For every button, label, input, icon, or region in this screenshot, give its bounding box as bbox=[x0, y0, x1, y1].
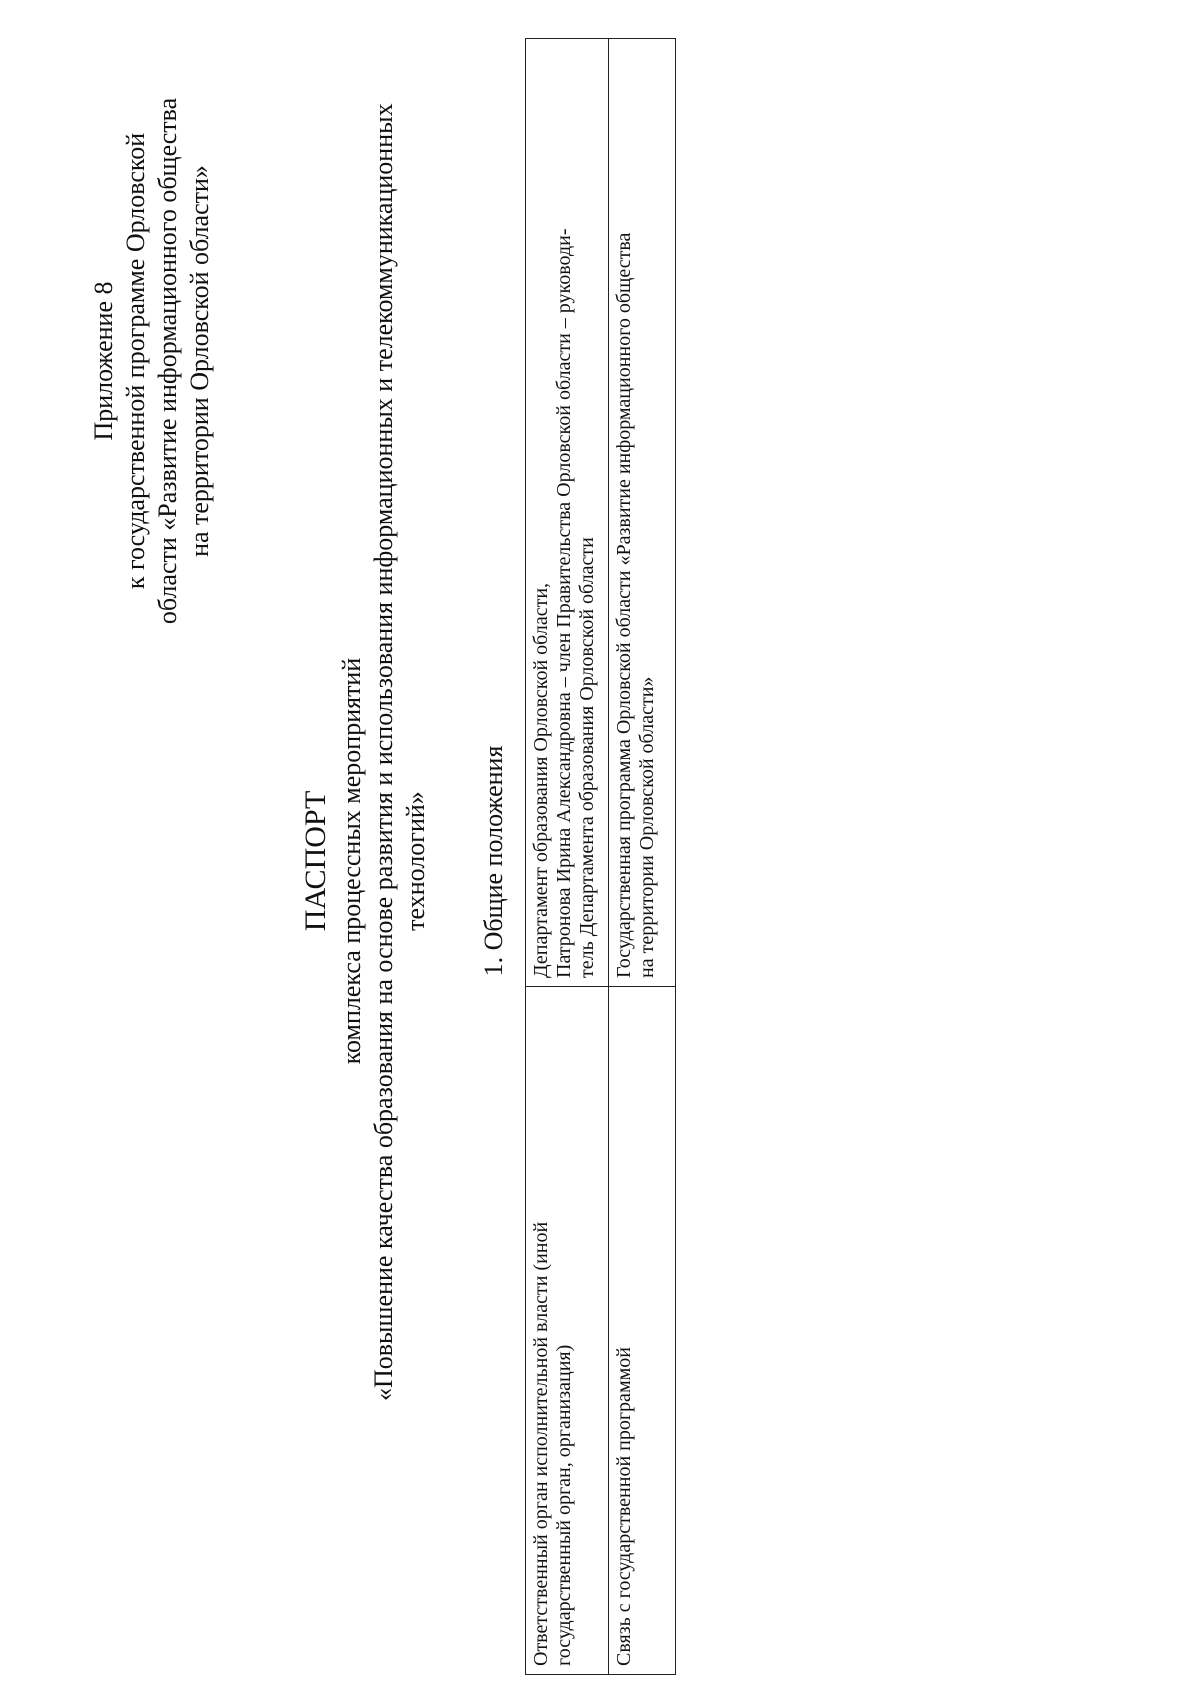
table-row bbox=[526, 39, 609, 1675]
appendix-line: Приложение 8 bbox=[89, 281, 118, 441]
section-heading: 1. Общие положения bbox=[479, 745, 508, 977]
cell-text: Связь с государственной программой bbox=[613, 1347, 635, 1666]
cell-text: Ответственный орган исполнительной власти (иной bbox=[530, 1221, 552, 1666]
appendix-line: на территории Орловской области» bbox=[185, 165, 214, 557]
appendix-line: к государственной программе Орловской bbox=[121, 132, 150, 590]
cell-text: на территории Орловской области» bbox=[636, 676, 658, 978]
row-label-cell bbox=[609, 987, 676, 1675]
table-row bbox=[609, 39, 676, 1675]
row-value-cell bbox=[526, 39, 609, 987]
cell-text: Государственная программа Орловской области «Развитие информационного общества bbox=[613, 232, 635, 978]
title-line: комплекса процессных мероприятий bbox=[337, 657, 366, 1065]
cell-text: Патронова Ирина Александровна – член Правительства Орловской области – руководи- bbox=[553, 228, 575, 978]
document-title bbox=[298, 103, 432, 1401]
row-label-cell bbox=[526, 987, 609, 1675]
title-line: «Повышение качества образования на основе развития и использования информационных и телекоммуникационных bbox=[369, 103, 398, 1401]
general-provisions-table bbox=[525, 38, 676, 1675]
row-value-cell bbox=[609, 39, 676, 987]
appendix-line: области «Развитие информационного общества bbox=[153, 97, 182, 625]
cell-text: Департамент образования Орловской области, bbox=[530, 582, 552, 978]
appendix-note bbox=[88, 61, 216, 661]
cell-text: государственный орган, организация) bbox=[553, 1344, 575, 1666]
cell-text: тель Департамента образования Орловской области bbox=[576, 537, 598, 978]
title-line: технологий» bbox=[401, 791, 430, 931]
passport-heading: ПАСПОРТ bbox=[299, 790, 332, 932]
